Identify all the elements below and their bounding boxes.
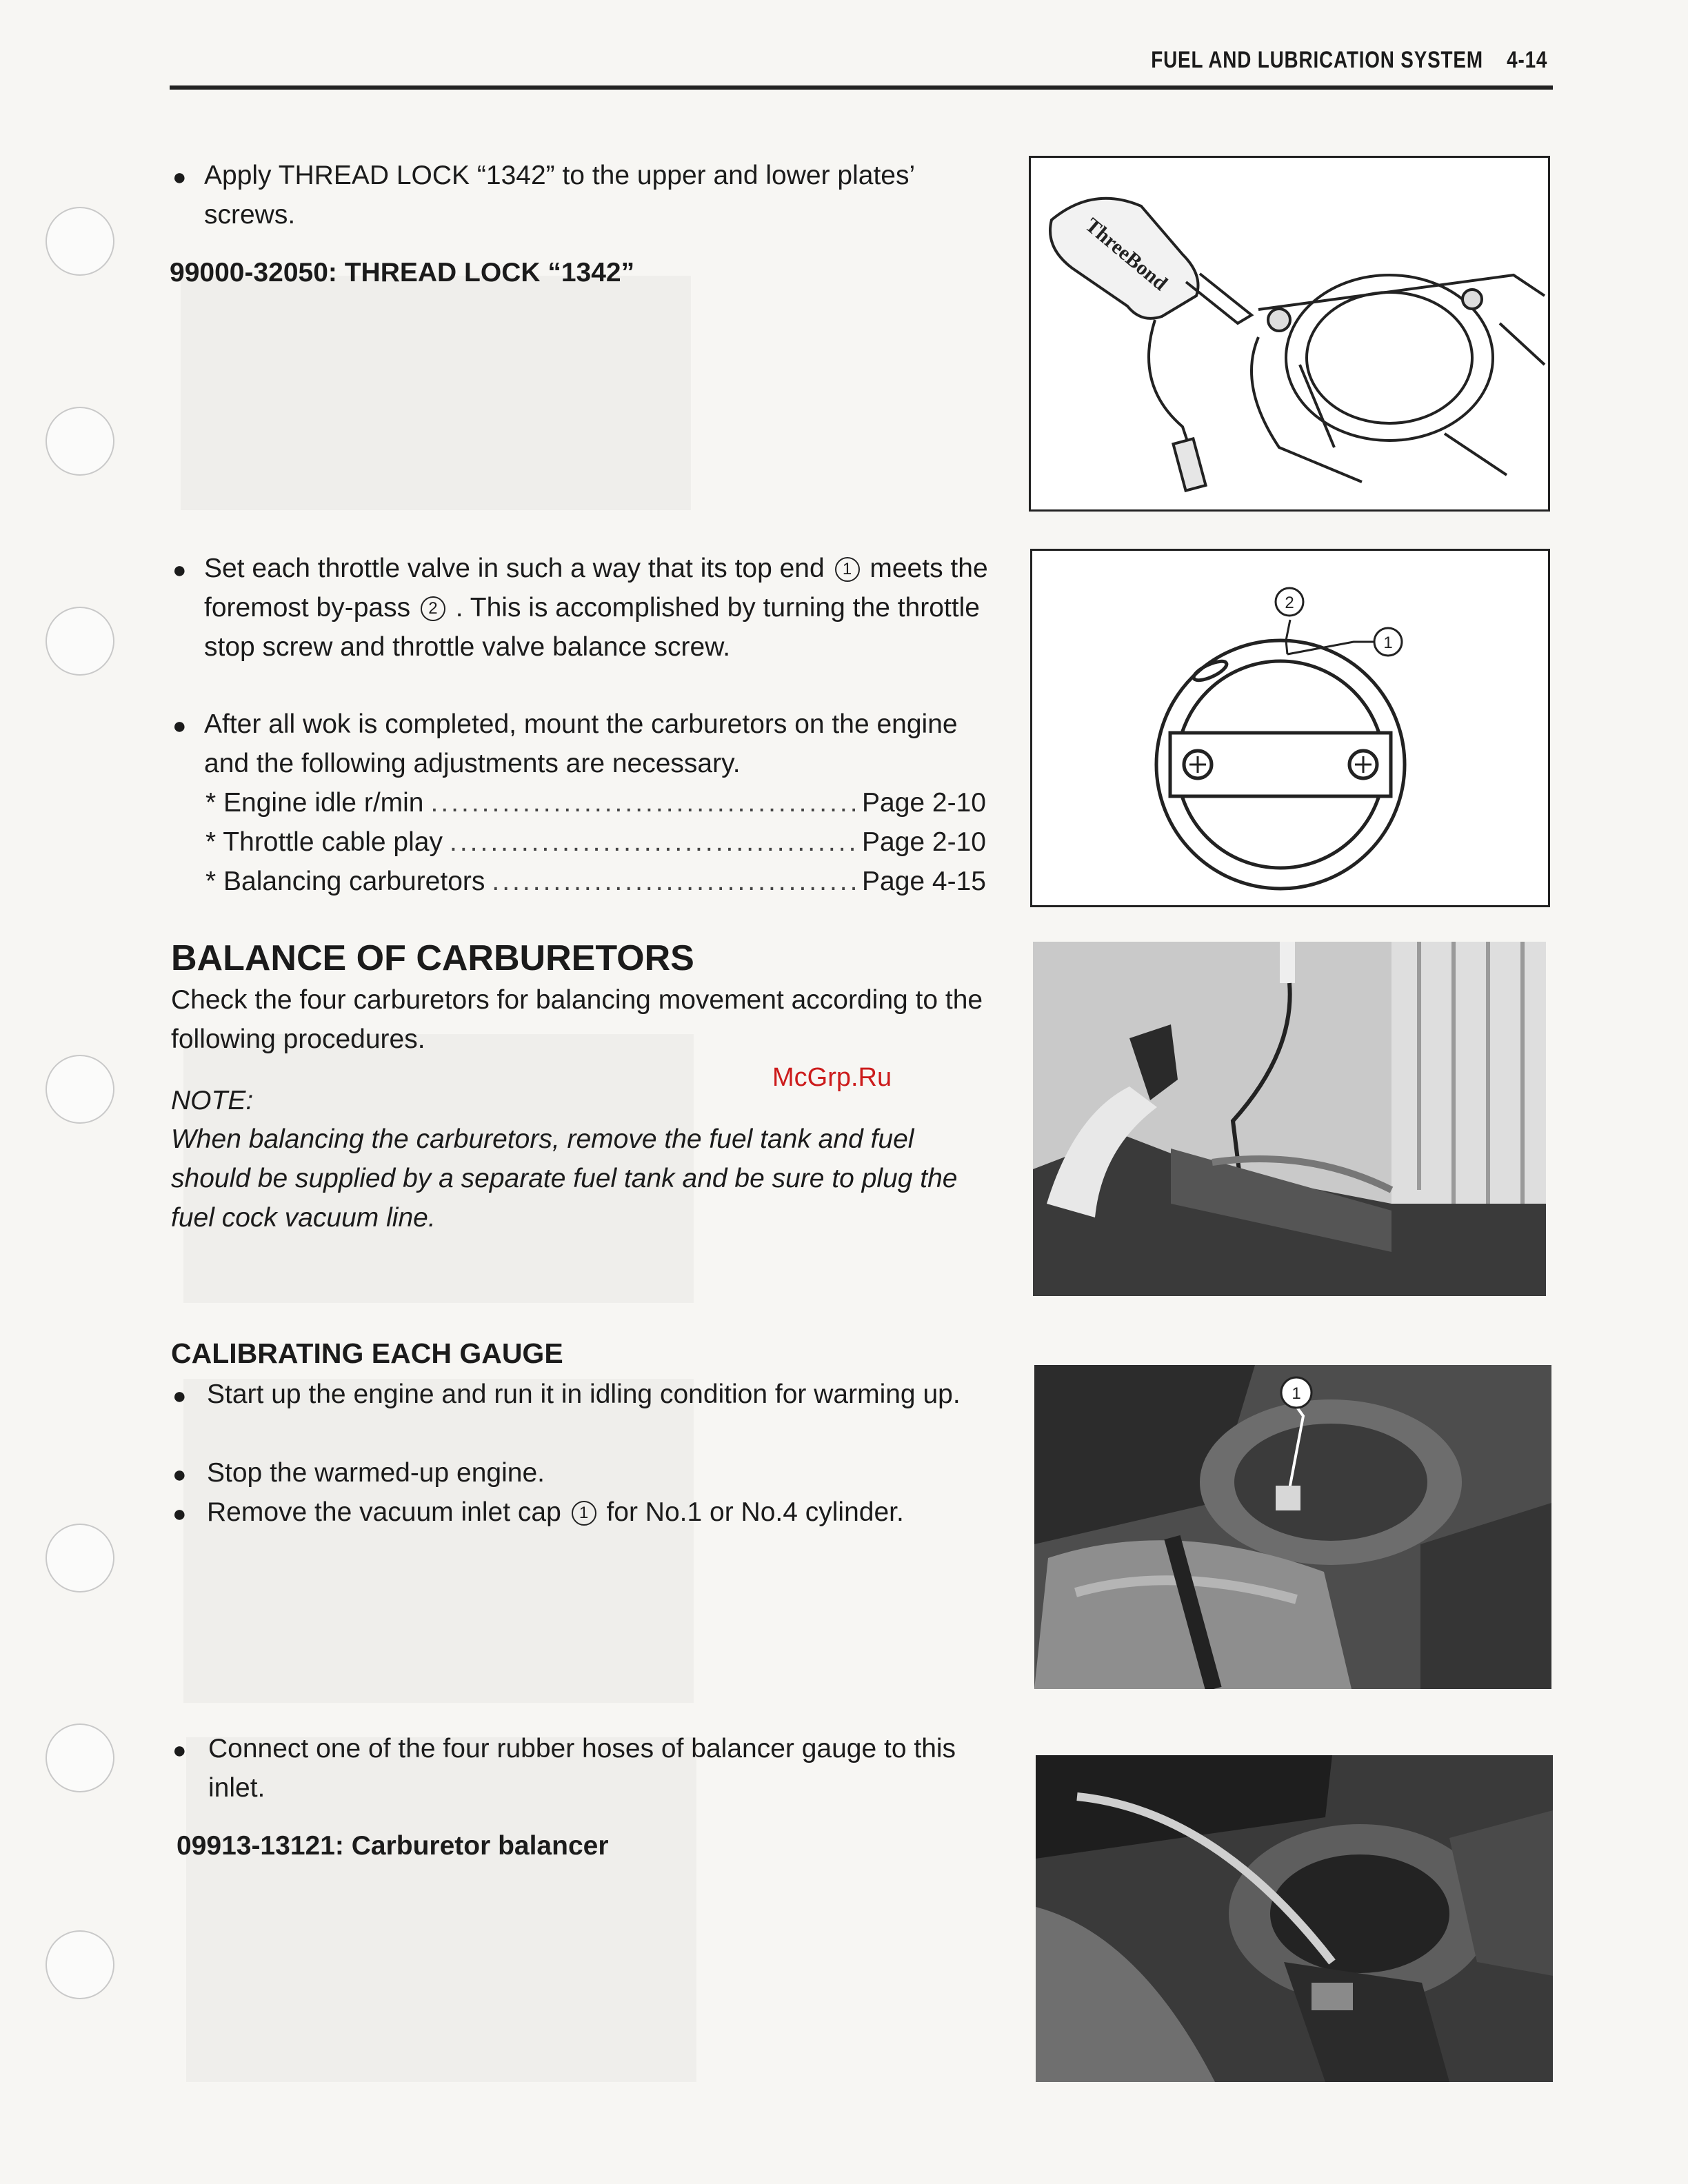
- bleed-through: [181, 276, 691, 510]
- binder-hole: [46, 1524, 114, 1593]
- balancer-tool-number: 09913-13121: Carburetor balancer: [177, 1831, 609, 1861]
- adjustment-row: [205, 783, 986, 822]
- remove-cap-text-b: for No.1 or No.4 cylinder.: [606, 1497, 904, 1527]
- bleed-through: [183, 1379, 694, 1703]
- binder-hole: [46, 1055, 114, 1124]
- bullet-dot: ●: [172, 1462, 187, 1488]
- callout-1: 1: [1292, 1384, 1301, 1403]
- note-label: NOTE:: [171, 1086, 254, 1115]
- adjustment-page: Page 2-10: [862, 827, 986, 857]
- thread-lock-part-number: 99000-32050: THREAD LOCK “1342”: [170, 258, 635, 287]
- binder-hole: [46, 1930, 114, 1999]
- balance-intro: Check the four carburetors for balancing movement according to the following procedures.: [171, 985, 983, 1054]
- vacuum-inlet-photo-art: [1034, 1365, 1551, 1689]
- motorcycle-photo: [1033, 942, 1546, 1296]
- dot-leader: [431, 783, 856, 822]
- throttle-text-a: Set each throttle valve in such a way that its top end: [204, 554, 825, 583]
- thread-lock-illustration: [1031, 158, 1548, 509]
- note-text: When balancing the carburetors, remove the fuel tank and fuel should be supplied by a separate fuel tank and be sure to plug the fuel cock vacuum line.: [171, 1124, 958, 1233]
- bullet-dot: ●: [172, 557, 187, 583]
- page-number: 4-14: [1506, 47, 1547, 73]
- adjustment-row: [205, 862, 986, 901]
- header-title: FUEL AND LUBRICATION SYSTEM: [1150, 47, 1483, 73]
- bullet-dot: ●: [172, 713, 187, 739]
- binder-hole: [46, 407, 114, 476]
- throttle-text-b: meets the foremost by-pass: [204, 554, 988, 623]
- callout-ref: 1: [835, 557, 860, 582]
- watermark: McGrp.Ru: [772, 1063, 892, 1092]
- bullet-dot: ●: [172, 1737, 187, 1763]
- callout-2: 2: [1285, 594, 1294, 612]
- thread-lock-figure: [1029, 156, 1550, 512]
- adjustment-label: * Engine idle r/min: [205, 788, 424, 818]
- header-rule: [170, 85, 1553, 90]
- throttle-valve-diagram: [1032, 551, 1548, 905]
- binder-hole: [46, 207, 114, 276]
- connect-hose-instruction: Connect one of the four rubber hoses of balancer gauge to this inlet.: [208, 1734, 956, 1803]
- throttle-valve-instruction: [204, 549, 990, 667]
- adjustment-page: Page 4-15: [862, 867, 986, 896]
- bullet-dot: ●: [172, 1383, 187, 1409]
- throttle-valve-figure: [1030, 549, 1550, 907]
- adjustment-page: Page 2-10: [862, 788, 986, 818]
- stop-engine-instruction: Stop the warmed-up engine.: [207, 1458, 545, 1488]
- callout-1: 1: [1383, 634, 1393, 652]
- callout-ref: 2: [421, 596, 445, 621]
- remove-cap-instruction: [207, 1493, 993, 1532]
- throttle-text-c: . This is accomplished by turning the throttle stop screw and throttle valve balance screw.: [204, 593, 980, 662]
- vacuum-inlet-photo: [1034, 1365, 1551, 1689]
- section-title: BALANCE OF CARBURETORS: [171, 938, 694, 978]
- page-header: [1151, 47, 1547, 74]
- adjustment-label: * Balancing carburetors: [205, 867, 485, 896]
- adjustment-label: * Throttle cable play: [205, 827, 443, 857]
- callout-ref: 1: [572, 1501, 596, 1526]
- mount-carburetors-instruction: After all wok is completed, mount the carburetors on the engine and the following adjustments are necessary.: [204, 709, 958, 778]
- dot-leader: [492, 862, 855, 901]
- adjustment-row: [205, 822, 986, 862]
- thread-lock-instruction: Apply THREAD LOCK “1342” to the upper and lower plates’ screws.: [204, 161, 914, 230]
- motorcycle-photo-art: [1033, 942, 1546, 1296]
- balancer-hose-photo: [1036, 1755, 1553, 2082]
- remove-cap-text-a: Remove the vacuum inlet cap: [207, 1497, 561, 1527]
- warm-up-instruction: Start up the engine and run it in idling condition for warming up.: [207, 1379, 961, 1409]
- bullet-dot: ●: [172, 1501, 187, 1527]
- bullet-dot: ●: [172, 164, 187, 190]
- balancer-hose-photo-art: [1036, 1755, 1553, 2082]
- binder-hole: [46, 1723, 114, 1792]
- subsection-title: CALIBRATING EACH GAUGE: [171, 1337, 563, 1369]
- binder-hole: [46, 607, 114, 676]
- dot-leader: [450, 822, 855, 862]
- bottle-label: ThreeBond: [1081, 213, 1172, 295]
